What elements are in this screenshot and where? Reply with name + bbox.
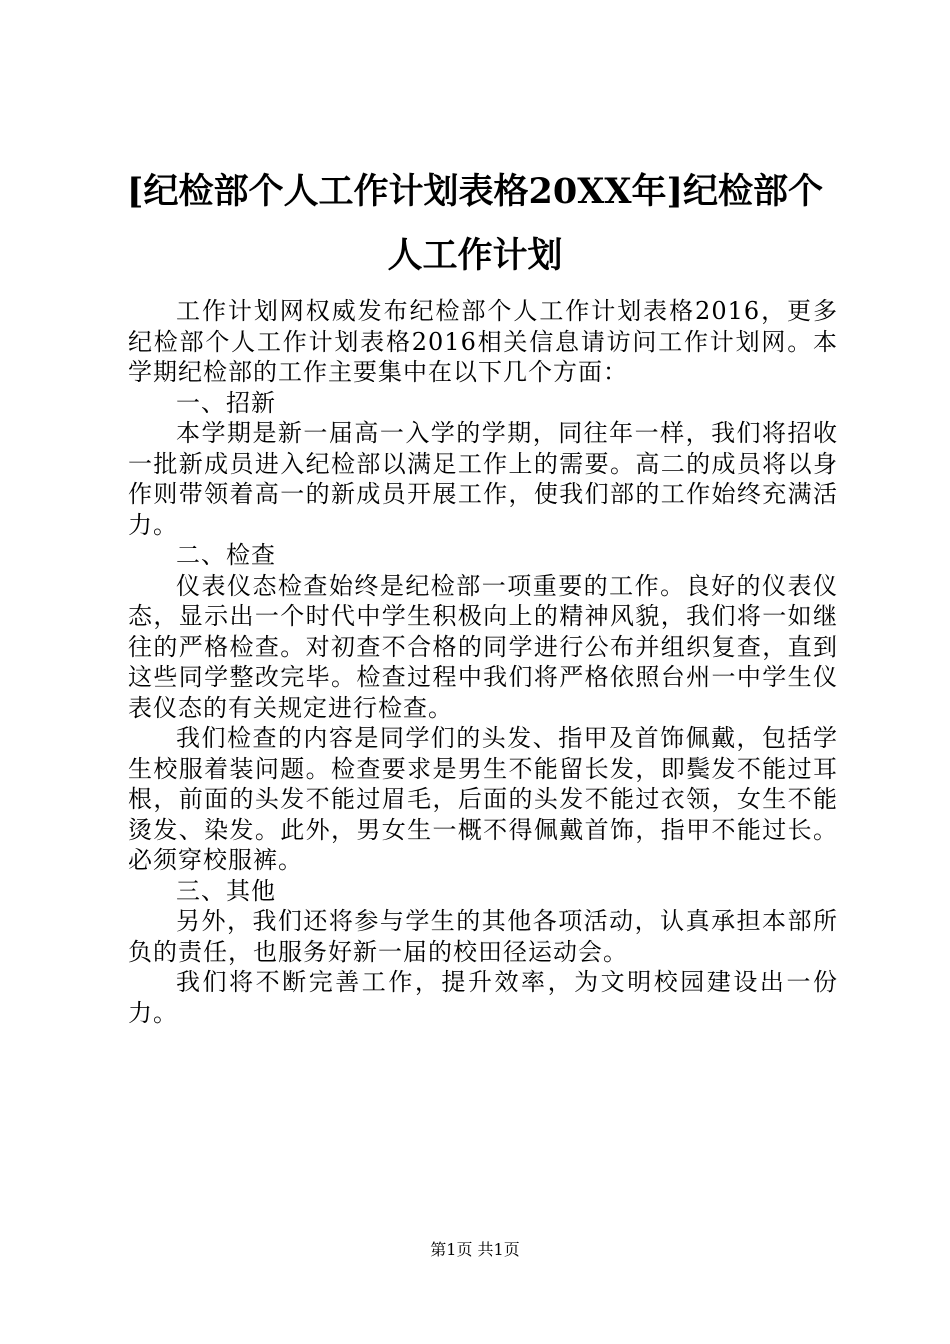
- page-number-footer: 第1页 共1页: [430, 1240, 520, 1259]
- section-heading-recruit: 一、招新: [176, 388, 276, 417]
- paragraph-inspection: 仪表仪态检查始终是纪检部一项重要的工作。良好的仪表仪态，显示出一个时代中学生积极向上的精神风貌，我们将一如继往的严格检查。对初查不合格的同学进行公布并组织复查，直到这些同学整改完毕。检查过程中我们将严格依照台州一中学生仪表仪态的有关规定进行检查。: [128, 571, 838, 722]
- section-heading-inspection: 二、检查: [176, 541, 276, 569]
- paragraph-intro: 工作计划网权威发布纪检部个人工作计划表格2016，更多纪检部个人工作计划表格2016相关信息请访问工作计划网。本学期纪检部的工作主要集中在以下几个方面：: [128, 297, 838, 386]
- document-body: [128, 296, 838, 1028]
- paragraph-closing: 我们将不断完善工作，提升效率，为文明校园建设出一份力。: [128, 968, 838, 1027]
- section-heading-other: 三、其他: [176, 876, 276, 905]
- paragraph-other: 另外，我们还将参与学生的其他各项活动，认真承担本部所负的责任，也服务好新一届的校田径运动会。: [128, 907, 838, 966]
- paragraph-inspection-details: 我们检查的内容是同学们的头发、指甲及首饰佩戴，包括学生校服着装问题。检查要求是男生不能留长发，即鬓发不能过耳根，前面的头发不能过眉毛，后面的头发不能过衣领，女生不能烫发、染发。此外，男女生一概不得佩戴首饰，指甲不能过长。必须穿校服裤。: [128, 724, 838, 874]
- paragraph-recruit: 本学期是新一届高一入学的学期，同往年一样，我们将招收一批新成员进入纪检部以满足工作上的需要。高二的成员将以身作则带领着高一的新成员开展工作，使我们部的工作始终充满活力。: [128, 419, 838, 539]
- document-title: [纪检部个人工作计划表格20XX年]纪检部个人工作计划: [126, 171, 824, 276]
